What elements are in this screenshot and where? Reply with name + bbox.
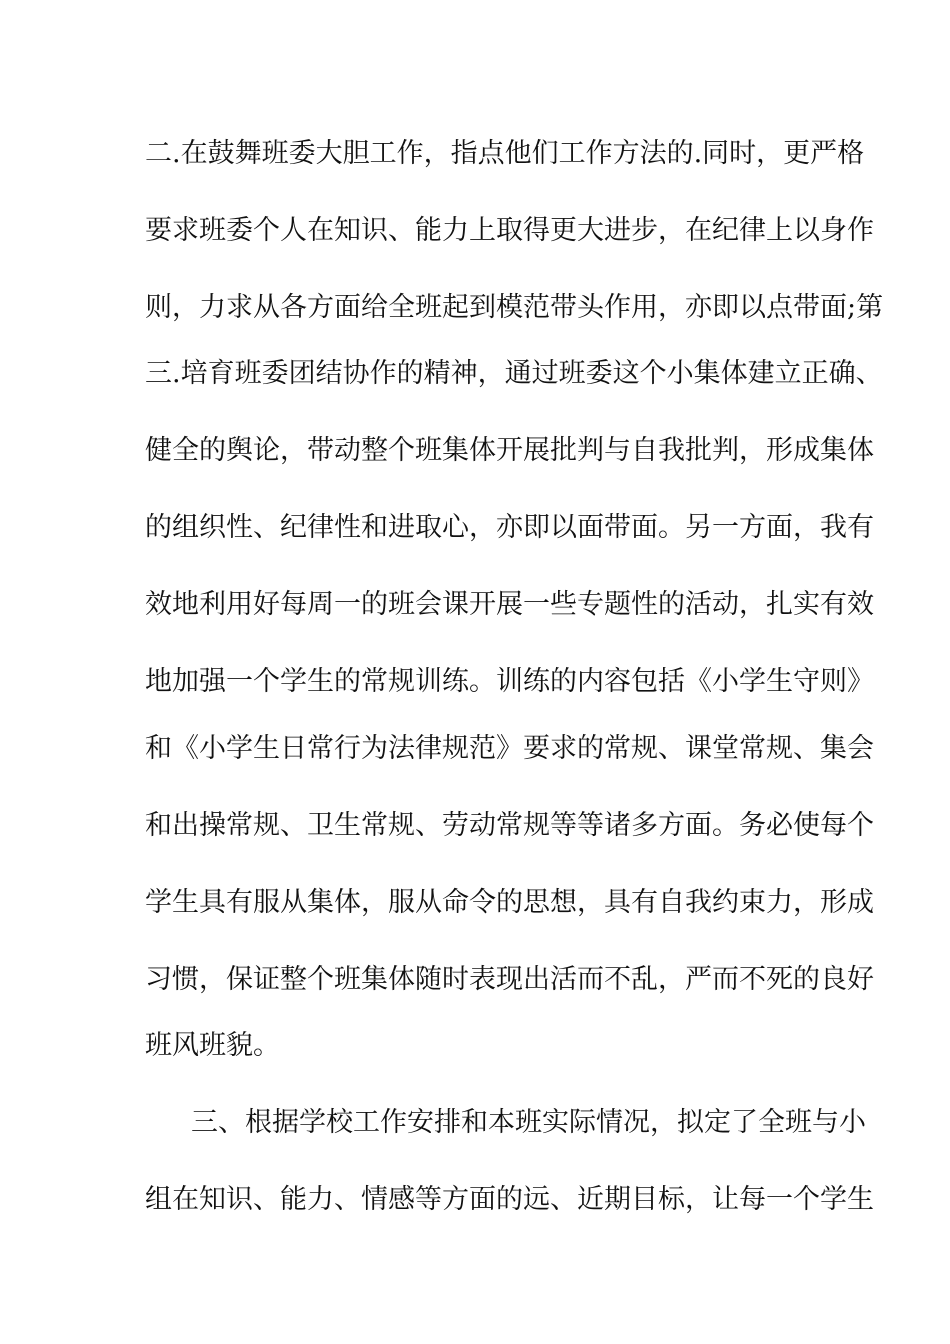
paragraph-line: 地加强一个学生的常规训练。训练的内容包括《小学生守则》 — [145, 666, 874, 697]
paragraph-line: 组在知识、能力、情感等方面的远、近期目标，让每一个学生 — [145, 1184, 874, 1215]
paragraph-line: 健全的舆论，带动整个班集体开展批判与自我批判，形成集体 — [145, 435, 874, 466]
paragraph-line: 的组织性、纪律性和进取心，亦即以面带面。另一方面，我有 — [145, 512, 874, 543]
paragraph-line: 效地利用好每周一的班会课开展一些专题性的活动，扎实有效 — [145, 589, 874, 620]
paragraph-line: 要求班委个人在知识、能力上取得更大进步，在纪律上以身作 — [145, 215, 874, 246]
paragraph-line: 和《小学生日常行为法律规范》要求的常规、课堂常规、集会 — [145, 733, 874, 764]
paragraph-line: 三、根据学校工作安排和本班实际情况，拟定了全班与小 — [191, 1107, 866, 1138]
paragraph-line: 和出操常规、卫生常规、劳动常规等等诸多方面。务必使每个 — [145, 810, 874, 841]
paragraph-line: 三.培育班委团结协作的精神，通过班委这个小集体建立正确、 — [145, 358, 883, 389]
paragraph-line: 学生具有服从集体，服从命令的思想，具有自我约束力，形成 — [145, 887, 874, 918]
paragraph-line: 二.在鼓舞班委大胆工作，指点他们工作方法的.同时，更严格 — [145, 138, 865, 169]
paragraph-line: 习惯，保证整个班集体随时表现出活而不乱，严而不死的良好 — [145, 964, 874, 995]
paragraph-line: 则，力求从各方面给全班起到模范带头作用，亦即以点带面;第 — [145, 292, 884, 323]
paragraph-line: 班风班貌。 — [145, 1030, 280, 1061]
